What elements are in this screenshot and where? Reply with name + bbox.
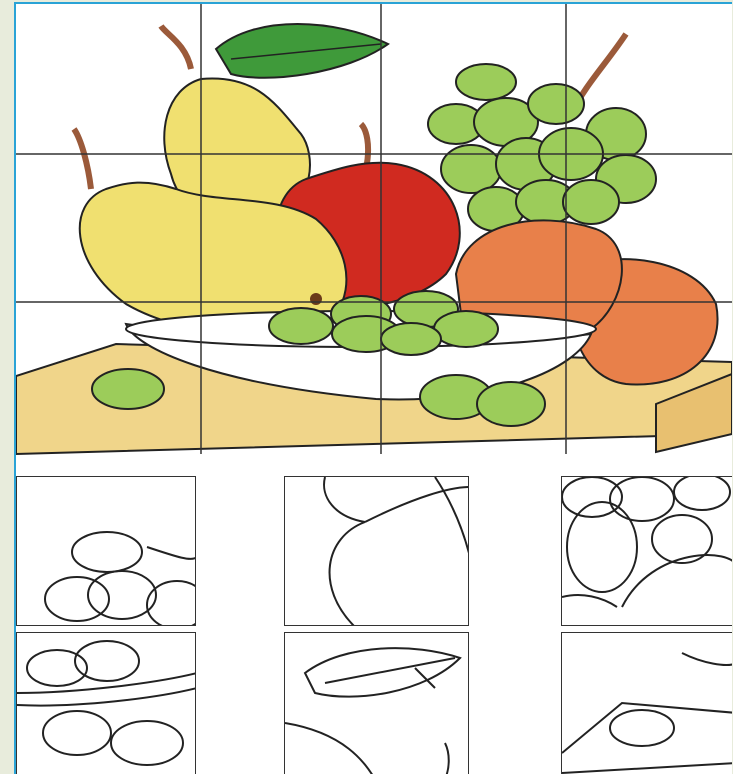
piece-table-grape xyxy=(561,632,732,774)
piece-grapes-left-drawing xyxy=(17,477,196,626)
leaf xyxy=(216,24,388,78)
piece-leaf-stem xyxy=(284,632,469,774)
worksheet-page xyxy=(14,2,732,774)
colored-fruit-picture xyxy=(16,4,732,456)
piece-grapes-peach xyxy=(561,476,732,626)
piece-leaf-stem-drawing xyxy=(285,633,469,774)
apple-stem xyxy=(361,124,368,169)
piece-pear-outline-drawing xyxy=(285,477,469,626)
table-grape xyxy=(92,369,164,409)
grape-bunch xyxy=(428,64,656,231)
piece-table-grape-drawing xyxy=(562,633,732,774)
piece-bowl-grapes xyxy=(16,632,196,774)
piece-bowl-grapes-drawing xyxy=(17,633,196,774)
back-pear-stem xyxy=(161,26,191,69)
piece-grapes-peach-drawing xyxy=(562,477,732,626)
piece-grapes-left xyxy=(16,476,196,626)
piece-pear-outline xyxy=(284,476,469,626)
front-pear-stem xyxy=(74,129,91,189)
